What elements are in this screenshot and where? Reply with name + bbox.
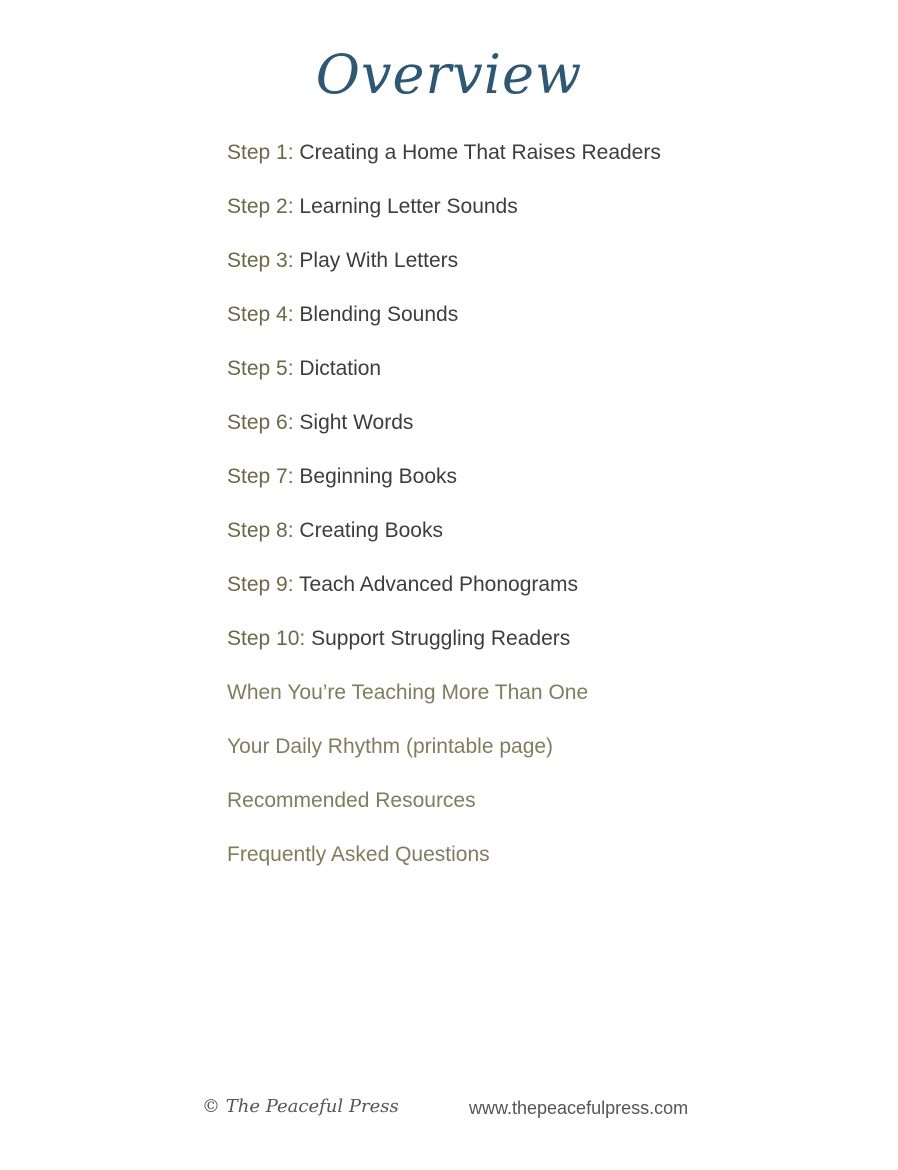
toc-step-4[interactable] <box>227 296 661 350</box>
step-label: Step 4: <box>227 303 294 326</box>
step-title: Creating Books <box>299 519 443 542</box>
toc-step-8[interactable] <box>227 512 661 566</box>
step-label: Step 3: <box>227 249 294 272</box>
toc-step-10[interactable] <box>227 620 661 674</box>
table-of-contents <box>227 134 661 890</box>
toc-faq[interactable]: Frequently Asked Questions <box>227 843 490 866</box>
toc-step-9[interactable] <box>227 566 661 620</box>
step-title: Sight Words <box>299 411 414 434</box>
toc-step-3[interactable] <box>227 242 661 296</box>
footer-brand: © The Peaceful Press <box>202 1096 399 1117</box>
toc-step-6[interactable] <box>227 404 661 458</box>
step-label: Step 9: <box>227 573 294 596</box>
step-title: Creating a Home That Raises Readers <box>299 141 661 164</box>
toc-step-1[interactable] <box>227 134 661 188</box>
step-label: Step 7: <box>227 465 294 488</box>
step-label: Step 10: <box>227 627 306 650</box>
toc-step-5[interactable] <box>227 350 661 404</box>
step-label: Step 8: <box>227 519 294 542</box>
toc-teaching-more-than-one[interactable]: When You’re Teaching More Than One <box>227 681 589 704</box>
step-title: Learning Letter Sounds <box>299 195 518 218</box>
step-label: Step 2: <box>227 195 294 218</box>
step-label: Step 1: <box>227 141 294 164</box>
step-label: Step 6: <box>227 411 294 434</box>
step-title: Teach Advanced Phonograms <box>299 573 579 596</box>
step-title: Play With Letters <box>299 249 459 272</box>
footer-url-link[interactable]: www.thepeacefulpress.com <box>469 1098 689 1118</box>
toc-step-7[interactable] <box>227 458 661 512</box>
step-title: Blending Sounds <box>299 303 459 326</box>
step-title: Support Struggling Readers <box>311 627 571 650</box>
toc-daily-rhythm[interactable]: Your Daily Rhythm (printable page) <box>227 735 554 758</box>
step-title: Beginning Books <box>299 465 458 488</box>
toc-recommended-resources[interactable]: Recommended Resources <box>227 789 476 812</box>
step-title: Dictation <box>299 357 382 380</box>
toc-step-2[interactable] <box>227 188 661 242</box>
page-title: Overview <box>315 43 583 106</box>
step-label: Step 5: <box>227 357 294 380</box>
